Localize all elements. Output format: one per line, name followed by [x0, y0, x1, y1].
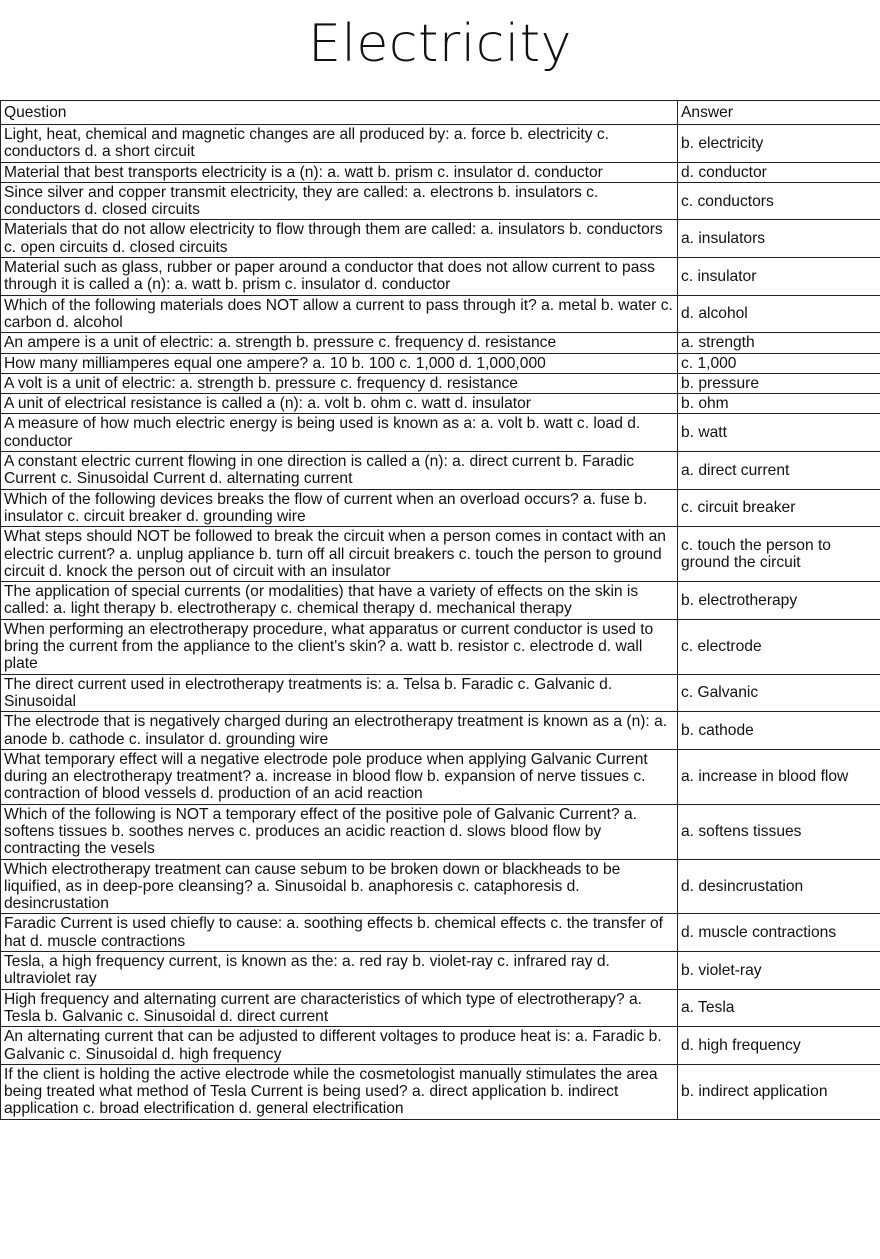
question-cell: A measure of how much electric energy is being used is known as a: a. volt b. watt c. load d. conductor [1, 414, 678, 452]
table-row [1, 619, 880, 674]
answer-cell: d. desincrustation [678, 859, 880, 914]
table-row [1, 373, 880, 393]
answer-cell: a. strength [678, 333, 880, 353]
answer-cell: a. softens tissues [678, 804, 880, 859]
question-cell: If the client is holding the active electrode while the cosmetologist manually stimulates the area being treated what method of Tesla Current is being used? a. direct application b. indirect application c. broad electrification d. general electrification [1, 1064, 678, 1119]
question-cell: Since silver and copper transmit electricity, they are called: a. electrons b. insulators c. conductors d. closed circuits [1, 182, 678, 220]
answer-cell: d. conductor [678, 162, 880, 182]
table-row [1, 489, 880, 527]
table-row [1, 182, 880, 220]
table-row [1, 582, 880, 620]
table-row [1, 353, 880, 373]
answer-cell: b. electrotherapy [678, 582, 880, 620]
answer-cell: a. insulators [678, 220, 880, 258]
question-cell: High frequency and alternating current are characteristics of which type of electrotherapy? a. Tesla b. Galvanic c. Sinusoidal d. direct current [1, 989, 678, 1027]
table-row [1, 749, 880, 804]
table-row [1, 333, 880, 353]
answer-cell: b. cathode [678, 712, 880, 750]
table-row [1, 989, 880, 1027]
question-cell: The direct current used in electrotherapy treatments is: a. Telsa b. Faradic c. Galvanic d. Sinusoidal [1, 674, 678, 712]
table-row [1, 125, 880, 163]
table-row [1, 674, 880, 712]
question-cell: When performing an electrotherapy procedure, what apparatus or current conductor is used to bring the current from the appliance to the client's skin? a. watt b. resistor c. electrode d. wall plate [1, 619, 678, 674]
table-row [1, 220, 880, 258]
question-cell: The application of special currents (or modalities) that have a variety of effects on the skin is called: a. light therapy b. electrotherapy c. chemical therapy d. mechanical therapy [1, 582, 678, 620]
question-cell: An alternating current that can be adjusted to different voltages to produce heat is: a. Faradic b. Galvanic c. Sinusoidal d. high frequency [1, 1027, 678, 1065]
table-row [1, 394, 880, 414]
answer-cell: c. circuit breaker [678, 489, 880, 527]
table-row [1, 859, 880, 914]
answer-cell: c. touch the person to ground the circuit [678, 527, 880, 582]
table-row [1, 804, 880, 859]
question-cell: Which of the following is NOT a temporary effect of the positive pole of Galvanic Current? a. softens tissues b. soothes nerves c. produces an acidic reaction d. slows blood flow by contracting the vesels [1, 804, 678, 859]
answer-cell: b. watt [678, 414, 880, 452]
question-cell: Which electrotherapy treatment can cause sebum to be broken down or blackheads to be liquified, as in deep-pore cleansing? a. Sinusoidal b. anaphoresis c. cataphoresis d. desincrustation [1, 859, 678, 914]
question-cell: An ampere is a unit of electric: a. strength b. pressure c. frequency d. resistance [1, 333, 678, 353]
answer-cell: b. electricity [678, 125, 880, 163]
question-cell: Materials that do not allow electricity to flow through them are called: a. insulators b. conductors c. open circuits d. closed circuits [1, 220, 678, 258]
table-row [1, 914, 880, 952]
answer-cell: d. alcohol [678, 295, 880, 333]
table-row [1, 162, 880, 182]
question-cell: What steps should NOT be followed to break the circuit when a person comes in contact with an electric current? a. unplug appliance b. turn off all circuit breakers c. touch the person to ground circuit d. knock the person out of circuit with an insulator [1, 527, 678, 582]
page-title: Electricity [0, 14, 880, 100]
column-header-answer: Answer [678, 101, 880, 125]
answer-cell: d. muscle contractions [678, 914, 880, 952]
question-cell: Material that best transports electricity is a (n): a. watt b. prism c. insulator d. conductor [1, 162, 678, 182]
question-cell: Light, heat, chemical and magnetic changes are all produced by: a. force b. electricity c. conductors d. a short circuit [1, 125, 678, 163]
answer-cell: b. indirect application [678, 1064, 880, 1119]
question-cell: Faradic Current is used chiefly to cause: a. soothing effects b. chemical effects c. the transfer of hat d. muscle contractions [1, 914, 678, 952]
question-cell: A constant electric current flowing in one direction is called a (n): a. direct current b. Faradic Current c. Sinusoidal Current d. alternating current [1, 452, 678, 490]
question-cell: Tesla, a high frequency current, is known as the: a. red ray b. violet-ray c. infrared ray d. ultraviolet ray [1, 952, 678, 990]
question-cell: How many milliamperes equal one ampere? a. 10 b. 100 c. 1,000 d. 1,000,000 [1, 353, 678, 373]
question-cell: A volt is a unit of electric: a. strength b. pressure c. frequency d. resistance [1, 373, 678, 393]
table-row [1, 295, 880, 333]
table-row [1, 1027, 880, 1065]
qa-table [0, 100, 880, 1120]
answer-cell: c. 1,000 [678, 353, 880, 373]
table-header-row [1, 101, 880, 125]
question-cell: The electrode that is negatively charged during an electrotherapy treatment is known as a (n): a. anode b. cathode c. insulator d. grounding wire [1, 712, 678, 750]
table-row [1, 952, 880, 990]
answer-cell: c. insulator [678, 258, 880, 296]
answer-cell: a. Tesla [678, 989, 880, 1027]
column-header-question: Question [1, 101, 678, 125]
answer-cell: a. direct current [678, 452, 880, 490]
answer-cell: c. conductors [678, 182, 880, 220]
table-row [1, 452, 880, 490]
answer-cell: c. Galvanic [678, 674, 880, 712]
answer-cell: b. ohm [678, 394, 880, 414]
question-cell: Which of the following devices breaks the flow of current when an overload occurs? a. fuse b. insulator c. circuit breaker d. grounding wire [1, 489, 678, 527]
table-row [1, 527, 880, 582]
question-cell: Which of the following materials does NOT allow a current to pass through it? a. metal b. water c. carbon d. alcohol [1, 295, 678, 333]
question-cell: A unit of electrical resistance is called a (n): a. volt b. ohm c. watt d. insulator [1, 394, 678, 414]
answer-cell: c. electrode [678, 619, 880, 674]
table-row [1, 712, 880, 750]
table-row [1, 1064, 880, 1119]
table-row [1, 258, 880, 296]
table-body [1, 125, 880, 1120]
answer-cell: b. violet-ray [678, 952, 880, 990]
question-cell: What temporary effect will a negative electrode pole produce when applying Galvanic Current during an electrotherapy treatment? a. increase in blood flow b. expansion of nerve tissues c. contraction of blood vessels d. production of an acid reaction [1, 749, 678, 804]
answer-cell: d. high frequency [678, 1027, 880, 1065]
answer-cell: a. increase in blood flow [678, 749, 880, 804]
table-row [1, 414, 880, 452]
answer-cell: b. pressure [678, 373, 880, 393]
question-cell: Material such as glass, rubber or paper around a conductor that does not allow current to pass through it is called a (n): a. watt b. prism c. insulator d. conductor [1, 258, 678, 296]
